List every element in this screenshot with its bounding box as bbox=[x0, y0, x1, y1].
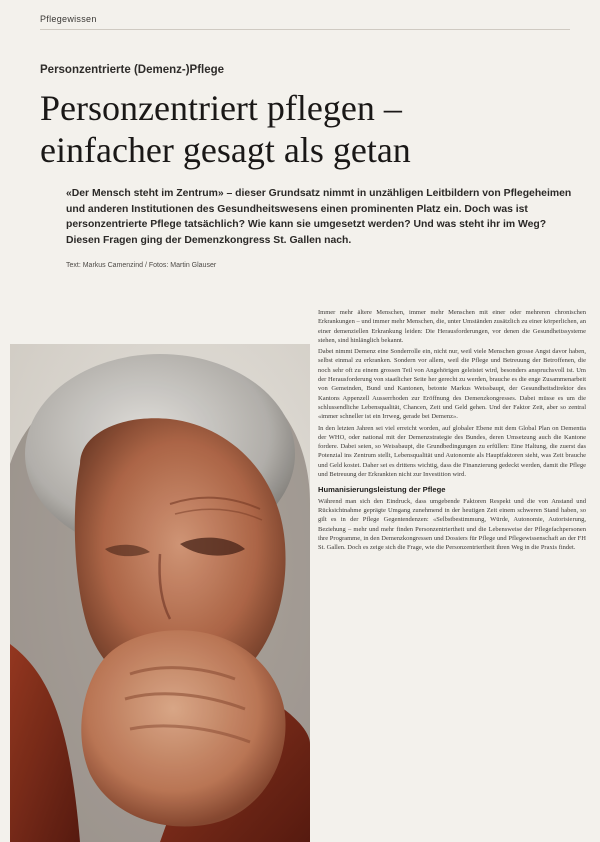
header-divider bbox=[40, 29, 570, 30]
body-paragraph: In den letzten Jahren sei viel erreicht worden, auf globaler Ebene mit dem Global Plan on Dementia der WHO, oder national mit der Demenzstrategie des Bundes, deren Umsetzung auch die Kantone fordere. Dabei seien, so Weissbaupt, die Grundbedingungen zu erfüllen: Eine Haltung, die zuerst das Potenzial ins Zentrum stellt, Lebensqualität und Autonomie als Hauptfaktoren sieht, was Zeit brauche und Geld kostet. Daher sei es drittens wichtig, dass die Finanzierung gedeckt werden, damit die Pflege und Betreuung der Erkrankten nicht zur Investition wird. bbox=[318, 424, 586, 479]
article-title bbox=[40, 87, 580, 171]
section-header: Pflegewissen bbox=[40, 14, 97, 24]
body-paragraph: Während man sich den Eindruck, dass umgebende Faktoren Respekt und die von Anstand und Rücksichtnahme geprägte Umgang zunehmend in der heutigen Zeit einem schweren Stand haben, so gilt es in der Pflege Gegentendenzen: «Selbstbestimmung, Würde, Autonomie, Autorisierung, Beziehung – mehr und mehr finden Personzentriertheit und die Lebensweise der Pflegefachpersonen ihre Programme, in den Demenzkongressen und Dossiers für Pflege und Pflegewissenschaft an der FH St. Gallen. Doch es zeige sich die Frage, wie die Personzentriertheit ihren Weg in die Praxis findet. bbox=[318, 497, 586, 552]
article-photo bbox=[10, 344, 310, 842]
article-lead: «Der Mensch steht im Zentrum» – dieser Grundsatz nimmt in unzähligen Leitbildern von Pflegeheimen und anderen Institutionen des Gesundheitswesens einen prominenten Platz ein. Doch was ist personzentrierte Pflege tatsächlich? Wie kann sie umgesetzt werden? Und was steht ihr im Weg? Diesen Fragen ging der Demenzkongress St. Gallen nach. bbox=[66, 188, 572, 246]
article-body bbox=[318, 308, 586, 554]
body-paragraph: Dabei nimmt Demenz eine Sonderrolle ein, nicht nur, weil viele Menschen grosse Angst davor haben, selbst einmal zu erkranken. Sondern vor allem, weil die Pflege und Betreuung der Betroffenen, die noch sehr oft zu einem grossen Teil von Angehörigen geleistet wird, besonders anspruchsvoll ist. Um der Herausforderung von staatlicher Seite her gerecht zu werden, brauche es die enge Zusammenarbeit von Gemeinden, Bund und Kantonen, betonte Markus Weissbaupt, der Gesundheitsdirektor des Kantons Appenzell Ausserrhoden zur Eröffnung des Demenzkongresses. Dabei müsse es um die schlussendliche Lebensqualität, Chancen, Zeit und Geld gehen. Und der Faktor Zeit, aber so zentral «immer schneller ist ein Irrweg, gerade bei Demenz». bbox=[318, 348, 586, 421]
title-line-1: Personzentriert pflegen – bbox=[40, 88, 402, 128]
title-line-2: einfacher gesagt als getan bbox=[40, 130, 411, 170]
article-kicker: Personzentrierte (Demenz-)Pflege bbox=[40, 64, 225, 76]
article-credit: Text: Markus Camenzind / Fotos: Martin Glauser bbox=[66, 262, 217, 269]
article-subhead: Humanisierungsleistung der Pflege bbox=[318, 485, 446, 495]
portrait-photo-illustration bbox=[10, 344, 310, 842]
body-paragraph: Immer mehr ältere Menschen, immer mehr Menschen mit einer oder mehreren chronischen Erkrankungen – und immer mehr Menschen, die, unter Umständen zusätzlich zu einer körperlichen, an einer demenziellen Erkrankung leiden: Die Herausforderungen, vor denen die Gesundheitssysteme stehen, sind hinlänglich bekannt. bbox=[318, 309, 586, 344]
